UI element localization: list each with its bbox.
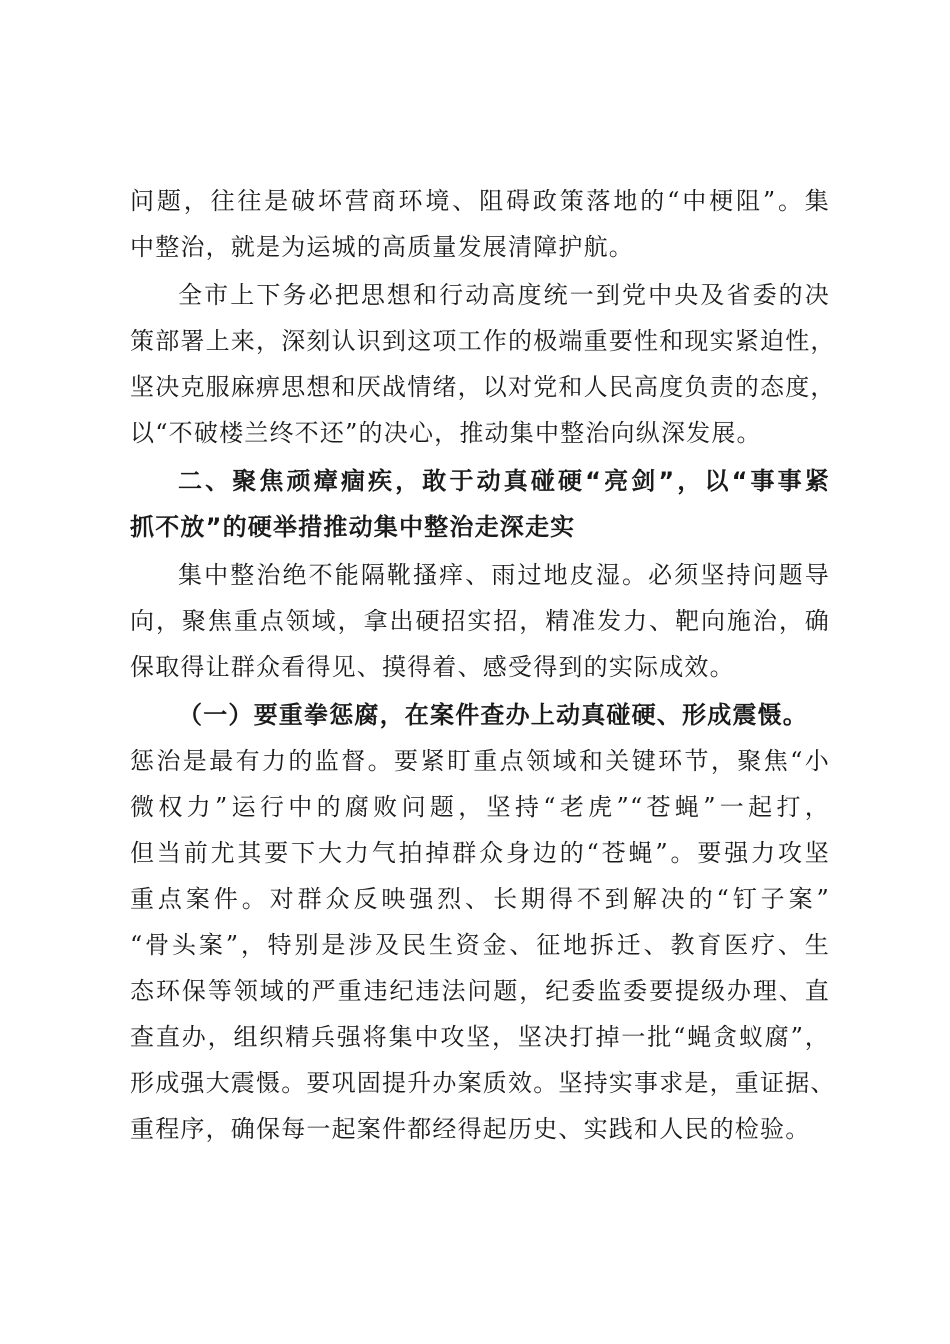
heading-line: 抓不放”的硬举措推动集中整治走深走实	[130, 513, 576, 541]
text-line: 全市上下务必把思想和行动高度统一到党中央及省委的决	[178, 281, 830, 309]
text-line: 坚决克服麻痹思想和厌战情绪，以对党和人民高度负责的态度，	[130, 373, 836, 401]
text-line: 惩治是最有力的监督。要紧盯重点领域和关键环节，聚焦“小	[130, 747, 830, 775]
paragraph-body	[130, 552, 830, 690]
text-line: 集中整治绝不能隔靴搔痒、雨过地皮湿。必须坚持问题导	[178, 561, 830, 589]
text-line: 形成强大震慑。要巩固提升办案质效。坚持实事求是，重证据、	[130, 1069, 836, 1097]
text-line: 重点案件。对群众反映强烈、长期得不到解决的“钉子案”	[130, 885, 830, 913]
text-line: 但当前尤其要下大力气拍掉群众身边的“苍蝇”。要强力攻坚	[130, 839, 830, 867]
text-line: 以“不破楼兰终不还”的决心，推动集中整治向纵深发展。	[130, 419, 762, 447]
subheading-line: （一）要重拳惩腐，在案件查办上动真碰硬、形成震慑。	[178, 701, 808, 729]
heading-line: 二、聚焦顽瘴痼疾，敢于动真碰硬“亮剑”，以“事事紧	[178, 467, 830, 495]
paragraph-body	[130, 272, 836, 456]
paragraph-continuation	[130, 178, 830, 270]
text-line: 态环保等领域的严重违纪违法问题，纪委监委要提级办理、直	[130, 977, 830, 1005]
text-line: 中整治，就是为运城的高质量发展清障护航。	[130, 233, 634, 261]
text-line: 策部署上来，深刻认识到这项工作的极端重要性和现实紧迫性，	[130, 327, 836, 355]
text-line: 重程序，确保每一起案件都经得起历史、实践和人民的检验。	[130, 1115, 811, 1143]
subsection-paragraph	[130, 692, 836, 1152]
text-line: 保取得让群众看得见、摸得着、感受得到的实际成效。	[130, 653, 735, 681]
text-line: 微权力”运行中的腐败问题，坚持“老虎”“苍蝇”一起打，	[130, 793, 830, 821]
text-line: 问题，往往是破坏营商环境、阻碍政策落地的“中梗阻”。集	[130, 187, 830, 215]
document-page	[130, 178, 836, 1152]
section-heading	[130, 458, 830, 550]
text-line: 向，聚焦重点领域，拿出硬招实招，精准发力、靶向施治，确	[130, 607, 830, 635]
text-line: “骨头案”，特别是涉及民生资金、征地拆迁、教育医疗、生	[130, 931, 830, 959]
text-line: 查直办，组织精兵强将集中攻坚，坚决打掉一批“蝇贪蚁腐”，	[130, 1023, 830, 1051]
